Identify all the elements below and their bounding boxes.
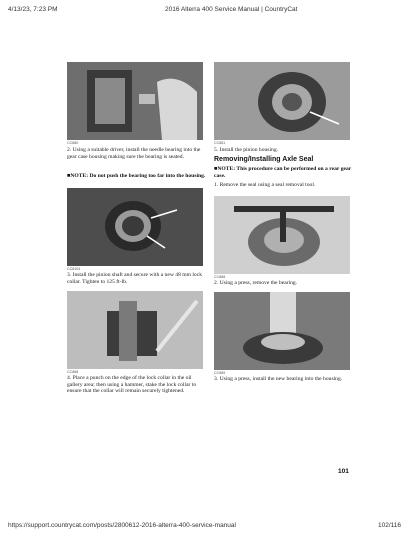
step-1-text: 1. Remove the seal using a seal removal tool. (214, 182, 316, 188)
step-4-text: 4. Place a punch on the edge of the lock collar in the oil gallery area; then using a hammer, stake the lock collar to ensure that the collar will remain securely tightened. (67, 375, 197, 395)
photo-code: CC8104 (67, 267, 81, 271)
photo-code: CC888 (67, 370, 79, 374)
print-page-count: 102/116 (378, 522, 402, 529)
photo-code: CC880 (67, 141, 79, 145)
section-heading: Removing/Installing Axle Seal (214, 156, 314, 163)
note-text: ■NOTE: This procedure can be performed on a rear gear case. (214, 166, 352, 179)
photo-code: CC881 (214, 141, 226, 145)
step-2-text: 2. Using a press, remove the bearing. (214, 280, 298, 286)
photo-seal-removal-graphic (214, 196, 350, 274)
photo-code: CC888 (214, 275, 226, 279)
step-2-text: 2. Using a suitable driver, install the needle bearing into the gear case housing making sure the bearing is seated. (67, 147, 201, 160)
photo-bearing-press-graphic (214, 292, 350, 370)
photo-needle-bearing-graphic (67, 62, 203, 140)
step-5-text: 5. Install the pinion housing. (214, 147, 279, 153)
photo-bearing-press (214, 292, 350, 370)
photo-bearing-housing-graphic (67, 188, 203, 266)
manual-page-number: 101 (338, 468, 349, 475)
note-text: ■NOTE: Do not push the bearing too far into the housing. (67, 173, 206, 179)
print-datetime: 4/13/23, 7:23 PM (8, 6, 58, 13)
page-url: https://support.countrycat.com/posts/2800612-2016-alterra-400-service-manual (8, 522, 236, 529)
print-page-title: 2016 Alterra 400 Service Manual | CountryCat (165, 6, 298, 13)
photo-code: CC889 (214, 371, 226, 375)
photo-seal-removal (214, 196, 350, 274)
photo-pinion-shaft (67, 291, 203, 369)
photo-pinion-housing-graphic (214, 62, 350, 140)
step-3-text: 3. Install the pinion shaft and secure with a new 48 mm lock collar. Tighten to 125 ft-lb. (67, 272, 202, 285)
photo-bearing-housing (67, 188, 203, 266)
photo-pinion-housing (214, 62, 350, 140)
step-3-text: 3. Using a press, install the new bearing into the housing. (214, 376, 343, 382)
photo-pinion-shaft-graphic (67, 291, 203, 369)
photo-needle-bearing-install (67, 62, 203, 140)
